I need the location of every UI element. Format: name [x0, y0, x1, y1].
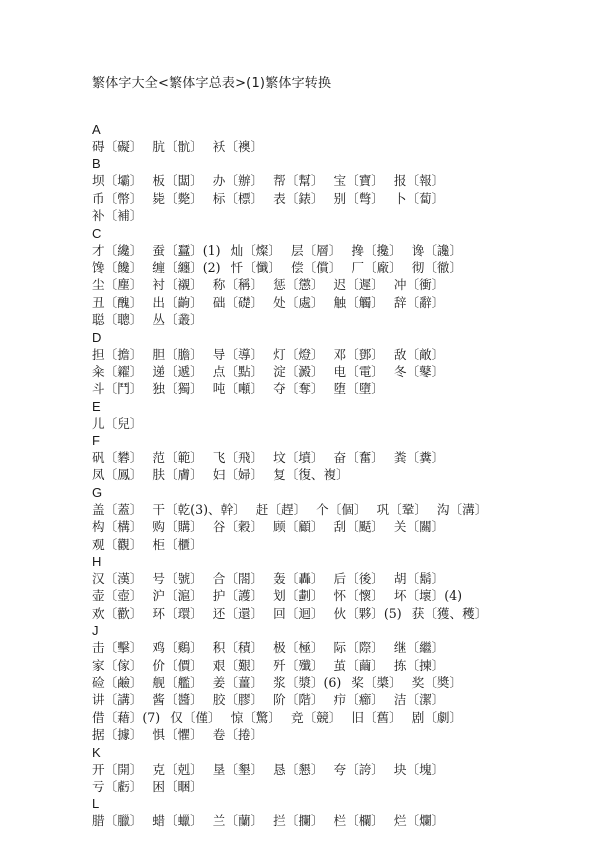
character-entry: 姜〔薑〕	[212, 674, 264, 690]
character-entry: 回〔迴〕	[273, 605, 324, 621]
character-entry: 才〔纔〕	[92, 242, 143, 258]
character-entry: 蜡〔蠟〕	[152, 813, 203, 829]
character-entry: 斗〔鬥〕	[92, 381, 143, 397]
character-entry: 构〔構〕	[92, 519, 143, 535]
character-entry: 缠〔纏〕(2)	[152, 259, 221, 275]
character-entry: 惩〔懲〕	[273, 277, 324, 293]
character-entry: 彻〔徹〕	[411, 259, 463, 275]
character-entry: 奖〔奬〕	[411, 674, 463, 690]
section-letter-g: G	[92, 484, 103, 500]
character-entry: 袄〔襖〕	[212, 139, 264, 154]
character-row	[92, 501, 592, 518]
character-entry: 购〔購〕	[152, 519, 203, 535]
character-entry: 帮〔幫〕	[273, 173, 324, 189]
character-entry: 开〔開〕	[92, 761, 143, 777]
character-entry: 顾〔顧〕	[273, 519, 324, 535]
character-entry: 范〔範〕	[152, 450, 203, 466]
character-row	[92, 726, 592, 743]
character-entry: 巩〔鞏〕	[376, 501, 427, 517]
character-entry: 坏〔壞〕(4)	[393, 588, 463, 604]
character-row	[92, 242, 592, 259]
character-entry: 护〔護〕	[212, 588, 264, 604]
character-entry: 壶〔壺〕	[92, 588, 143, 604]
character-entry: 衬〔襯〕	[152, 277, 203, 293]
character-entry: 冬〔鼕〕	[393, 363, 445, 379]
character-entry: 亏〔虧〕	[92, 778, 143, 794]
character-entry: 旧〔舊〕	[351, 709, 402, 725]
character-row	[92, 449, 592, 466]
character-entry: 报〔報〕	[393, 173, 445, 189]
character-entry: 馋〔饞〕	[92, 259, 143, 275]
character-entry: 点〔點〕	[212, 363, 264, 379]
character-entry: 合〔閤〕	[212, 571, 264, 587]
character-entry: 担〔擔〕	[92, 346, 143, 362]
character-entry: 桨〔槳〕	[351, 674, 402, 690]
character-row	[92, 172, 592, 189]
character-entry: 胆〔膽〕	[152, 346, 203, 362]
character-entry: 赶〔趕〕	[255, 501, 307, 517]
character-row	[92, 691, 592, 708]
section-letter-f: F	[92, 433, 100, 449]
character-entry: 胶〔膠〕	[212, 692, 264, 708]
character-entry: 丑〔醜〕	[92, 294, 143, 310]
character-entry: 获〔獲、穫〕	[411, 605, 488, 621]
character-entry: 称〔稱〕	[212, 277, 264, 293]
character-row	[92, 380, 592, 397]
character-entry: 烂〔爛〕	[393, 813, 445, 829]
section-letter-d: D	[92, 329, 102, 345]
character-entry: 腊〔臘〕	[92, 813, 143, 829]
character-entry: 栏〔欄〕	[333, 813, 384, 829]
character-row	[92, 363, 592, 380]
character-entry: 竞〔競〕	[290, 709, 342, 725]
character-entry: 妇〔婦〕	[212, 467, 264, 483]
character-entry: 恳〔懇〕	[273, 761, 324, 777]
character-entry: 飞〔飛〕	[212, 450, 264, 466]
character-entry: 堕〔墮〕	[333, 381, 384, 397]
character-entry: 夺〔奪〕	[273, 381, 324, 397]
character-entry: 拣〔揀〕	[393, 657, 445, 673]
character-entry: 讲〔講〕	[92, 692, 143, 708]
character-entry: 干〔乾(3)、幹〕	[152, 501, 246, 517]
section-letter-h: H	[92, 554, 102, 570]
character-entry: 碍〔礙〕	[92, 139, 143, 154]
character-entry: 欢〔歡〕	[92, 605, 143, 621]
section-letter-j: J	[92, 623, 99, 639]
character-entry: 疖〔癤〕	[333, 692, 384, 708]
character-entry: 舰〔艦〕	[152, 674, 203, 690]
character-entry: 递〔遞〕	[152, 363, 203, 379]
character-entry: 谗〔讒〕	[411, 242, 463, 258]
character-row	[92, 657, 592, 674]
character-entry: 迟〔遲〕	[333, 277, 384, 293]
character-row	[92, 639, 592, 656]
character-entry: 偿〔償〕	[290, 259, 342, 275]
character-entry: 际〔際〕	[333, 640, 384, 656]
section-letter-a: A	[92, 122, 101, 137]
character-entry: 号〔號〕	[152, 571, 203, 587]
character-entry: 艰〔艱〕	[212, 657, 264, 673]
character-entry: 板〔闆〕	[152, 173, 203, 189]
character-entry: 导〔導〕	[212, 346, 264, 362]
character-entry: 卷〔捲〕	[212, 727, 264, 743]
section-letter-k: K	[92, 744, 101, 760]
character-entry: 洁〔潔〕	[393, 692, 445, 708]
character-row	[92, 415, 592, 432]
character-entry: 触〔觸〕	[333, 294, 384, 310]
character-entry: 凤〔鳳〕	[92, 467, 143, 483]
character-entry: 电〔電〕	[333, 363, 384, 379]
character-entry: 坝〔壩〕	[92, 173, 143, 189]
character-entry: 聪〔聰〕	[92, 312, 143, 328]
character-entry: 茧〔繭〕	[333, 657, 384, 673]
character-entry: 鸡〔鷄〕	[152, 640, 203, 656]
character-entry: 轰〔轟〕	[273, 571, 324, 587]
character-entry: 个〔個〕	[316, 501, 367, 517]
character-row	[92, 570, 592, 587]
character-entry: 办〔辦〕	[212, 173, 264, 189]
character-entry: 沟〔溝〕	[436, 501, 488, 517]
character-row	[92, 709, 592, 726]
character-entry: 家〔傢〕	[92, 657, 143, 673]
section-letter-c: C	[92, 225, 102, 241]
character-entry: 灯〔燈〕	[273, 346, 324, 362]
character-row	[92, 605, 592, 622]
character-entry: 厂〔廠〕	[351, 259, 402, 275]
character-entry: 怀〔懷〕	[333, 588, 384, 604]
character-entry: 别〔彆〕	[333, 190, 384, 206]
character-entry: 垦〔墾〕	[212, 761, 264, 777]
character-entry: 敌〔敵〕	[393, 346, 445, 362]
character-entry: 儿〔兒〕	[92, 415, 143, 431]
character-entry: 出〔齣〕	[152, 294, 203, 310]
character-entry: 奋〔奮〕	[333, 450, 384, 466]
character-entry: 尘〔塵〕	[92, 277, 143, 293]
character-entry: 惊〔驚〕	[230, 709, 281, 725]
character-entry: 观〔觀〕	[92, 536, 143, 552]
character-entry: 蚕〔蠶〕(1)	[152, 242, 221, 258]
character-row	[92, 346, 592, 363]
character-entry: 处〔處〕	[273, 294, 324, 310]
character-entry: 卜〔蔔〕	[393, 190, 445, 206]
character-row	[92, 259, 592, 276]
character-row	[92, 466, 592, 483]
character-entry: 剧〔劇〕	[411, 709, 463, 725]
character-entry: 吨〔噸〕	[212, 381, 264, 397]
character-entry: 灿〔燦〕	[230, 242, 281, 258]
character-entry: 邓〔鄧〕	[333, 346, 384, 362]
character-entry: 环〔環〕	[152, 605, 203, 621]
character-entry: 酱〔醬〕	[152, 692, 203, 708]
character-row	[92, 138, 592, 155]
character-entry: 础〔礎〕	[212, 294, 264, 310]
character-entry: 表〔錶〕	[273, 190, 324, 206]
character-entry: 借〔藉〕(7)	[92, 709, 161, 725]
character-entry: 毙〔斃〕	[152, 190, 203, 206]
character-entry: 据〔據〕	[92, 727, 143, 743]
character-entry: 阶〔階〕	[273, 692, 324, 708]
character-entry: 层〔層〕	[290, 242, 342, 258]
character-entry: 盖〔蓋〕	[92, 501, 143, 517]
character-entry: 肤〔膚〕	[152, 467, 203, 483]
character-entry: 丛〔叢〕	[152, 312, 203, 328]
character-row	[92, 276, 592, 293]
character-entry: 辞〔辭〕	[393, 294, 445, 310]
character-entry: 块〔塊〕	[393, 761, 445, 777]
character-entry: 柜〔櫃〕	[152, 536, 203, 552]
character-entry: 夸〔誇〕	[333, 761, 384, 777]
character-entry: 宝〔寶〕	[333, 173, 384, 189]
character-entry: 谷〔穀〕	[212, 519, 264, 535]
character-entry: 伙〔夥〕(5)	[333, 605, 402, 621]
character-row	[92, 311, 592, 328]
character-entry: 沪〔滬〕	[152, 588, 203, 604]
character-entry: 胡〔鬍〕	[393, 571, 445, 587]
character-row	[92, 207, 592, 224]
character-entry: 标〔標〕	[212, 190, 264, 206]
character-row	[92, 518, 592, 535]
document-title: 繁体字大全<繁体字总表>(1)繁体字转换	[92, 76, 332, 91]
character-entry: 搀〔攙〕	[351, 242, 402, 258]
character-entry: 关〔關〕	[393, 519, 445, 535]
character-entry: 困〔睏〕	[152, 778, 203, 794]
character-entry: 击〔擊〕	[92, 640, 143, 656]
character-entry: 籴〔糴〕	[92, 363, 143, 379]
character-entry: 克〔剋〕	[152, 761, 203, 777]
character-entry: 歼〔殲〕	[273, 657, 324, 673]
character-entry: 后〔後〕	[333, 571, 384, 587]
section-letter-b: B	[92, 156, 101, 172]
character-entry: 惧〔懼〕	[152, 727, 203, 743]
character-entry: 复〔復、複〕	[273, 467, 349, 483]
character-entry: 淀〔澱〕	[273, 363, 324, 379]
character-entry: 忏〔懺〕	[230, 259, 281, 275]
character-entry: 粪〔糞〕	[393, 450, 445, 466]
character-entry: 汉〔漢〕	[92, 571, 143, 587]
character-entry: 拦〔攔〕	[273, 813, 324, 829]
character-row	[92, 536, 592, 553]
character-entry: 肮〔骯〕	[152, 139, 203, 154]
character-entry: 硷〔鹼〕	[92, 674, 143, 690]
character-entry: 仅〔僅〕	[170, 709, 221, 725]
character-entry: 浆〔漿〕(6)	[273, 674, 342, 690]
character-entry: 矾〔礬〕	[92, 450, 143, 466]
character-entry: 积〔積〕	[212, 640, 264, 656]
character-row	[92, 812, 592, 829]
character-row	[92, 761, 592, 778]
section-letter-l: L	[92, 796, 100, 812]
character-entry: 冲〔衝〕	[393, 277, 445, 293]
character-table	[92, 121, 592, 830]
character-entry: 兰〔蘭〕	[212, 813, 264, 829]
character-entry: 划〔劃〕	[273, 588, 324, 604]
character-entry: 币〔幣〕	[92, 190, 143, 206]
character-entry: 继〔繼〕	[393, 640, 445, 656]
character-row	[92, 587, 592, 604]
character-row	[92, 674, 592, 691]
character-entry: 极〔極〕	[273, 640, 324, 656]
section-letter-e: E	[92, 398, 101, 414]
character-entry: 坟〔墳〕	[273, 450, 324, 466]
character-row	[92, 294, 592, 311]
character-row	[92, 190, 592, 207]
character-entry: 还〔還〕	[212, 605, 264, 621]
character-entry: 补〔補〕	[92, 208, 143, 224]
character-entry: 刮〔颳〕	[333, 519, 384, 535]
character-entry: 独〔獨〕	[152, 381, 203, 397]
character-row	[92, 778, 592, 795]
character-entry: 价〔價〕	[152, 657, 203, 673]
